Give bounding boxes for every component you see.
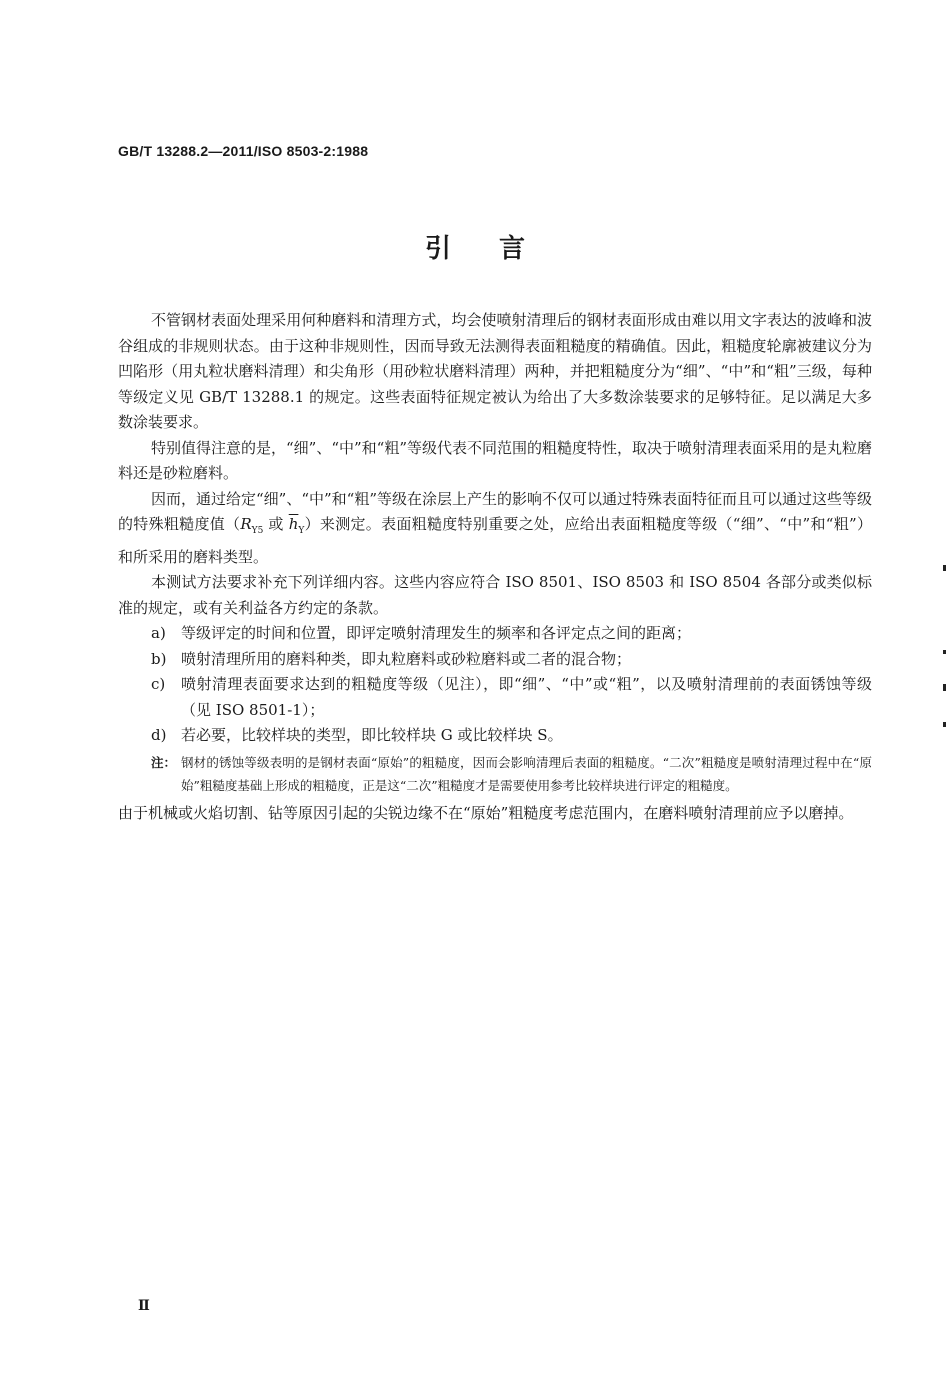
paragraph-sharp-edges: 由于机械或火焰切割、钻等原因引起的尖锐边缘不在“原始”粗糙度考虑范围内，在磨料喷射清理前应予以磨掉。 [118,803,854,822]
standard-code-header: GB/T 13288.2—2011/ISO 8503-2:1988 [118,143,369,159]
symbol-r: R [240,515,252,533]
note-label: 注： [151,754,177,770]
symbol-h: $\overline{h}$ [288,515,299,533]
list-marker: a) [151,624,166,642]
list-text: 喷射清理表面要求达到的粗糙度等级（见注），即“细”、“中”或“粗”，以及喷射清理前的表面锈蚀等级（见 ISO 8501-1）； [181,675,872,719]
list-item [118,723,872,749]
note-block [118,751,872,797]
note-text: 钢材的锈蚀等级表明的是钢材表面“原始”的粗糙度，因而会影响清理后表面的粗糙度。“二次”粗糙度是喷射清理过程中在“原始”粗糙度基础上形成的粗糙度，正是这“二次”粗糙度才是需要使用参考比较样块进行评定的粗糙度。 [181,754,872,793]
paragraph-roughness-values [118,487,872,571]
list-text: 若必要，比较样块的类型，即比较样块 G 或比较样块 S。 [181,726,563,744]
body-content [118,308,872,826]
paragraph-requirements: 本测试方法要求补充下列详细内容。这些内容应符合 ISO 8501、ISO 8503 和 ISO 8504 各部分或类似标准的规定，或有关利益各方约定的条款。 [118,573,872,617]
list-item [118,647,872,673]
list-marker: c) [151,675,166,693]
page-number: Ⅱ [138,1298,150,1314]
edge-mark [943,565,946,571]
paragraph-note-grades: 特别值得注意的是，“细”、“中”和“粗”等级代表不同范围的粗糙度特性，取决于喷射清理表面采用的是丸粒磨料还是砂粒磨料。 [118,438,873,482]
edge-mark [943,650,946,654]
symbol-r-subscript: Y5 [251,526,264,536]
list-text: 喷射清理所用的磨料种类，即丸粒磨料或砂粒磨料或二者的混合物； [181,649,632,668]
list-text: 等级评定的时间和位置，即评定喷射清理发生的频率和各评定点之间的距离； [181,624,692,642]
symbol-h-subscript: Y [298,526,305,536]
paragraph-text: 或 [263,515,289,533]
paragraph-intro: 不管钢材表面处理采用何种磨料和清理方式，均会使喷射清理后的钢材表面形成由难以用文字表达的波峰和波谷组成的非规则状态。由于这种非规则性，因而导致无法测得表面粗糙度的精确值。因此，粗糙度轮廓被建议分为凹陷形（用丸粒状磨料清理）和尖角形（用砂粒状磨料清理）两种，并把粗糙度分为“细”、“中”和“粗”三级，每种等级定义见 GB/T 13288.1 的规定。这些表面特征规定被认为给出了大多数涂装要求的足够特征。足以满足大多数涂装要求。 [118,311,872,431]
page-title: 引言 [424,234,573,264]
edge-mark [943,684,946,691]
list-item [118,621,872,647]
edge-mark [943,722,946,727]
paragraph-text: ）来测定。表面粗糙度特别重要之处，应给出表面粗糙度等级（“细”、“中”和“粗”）和所采用的磨料类型。 [118,515,872,566]
paragraph-text: 因而，通过给定“细”、“中”和“粗”等级在涂层上产生的影响不仅可以通过特殊表面特征而且可以通过这些等级的特殊粗糙度值（ [118,489,873,533]
list-marker: d) [151,726,167,744]
list-item [118,672,872,723]
list-marker: b) [151,649,167,668]
